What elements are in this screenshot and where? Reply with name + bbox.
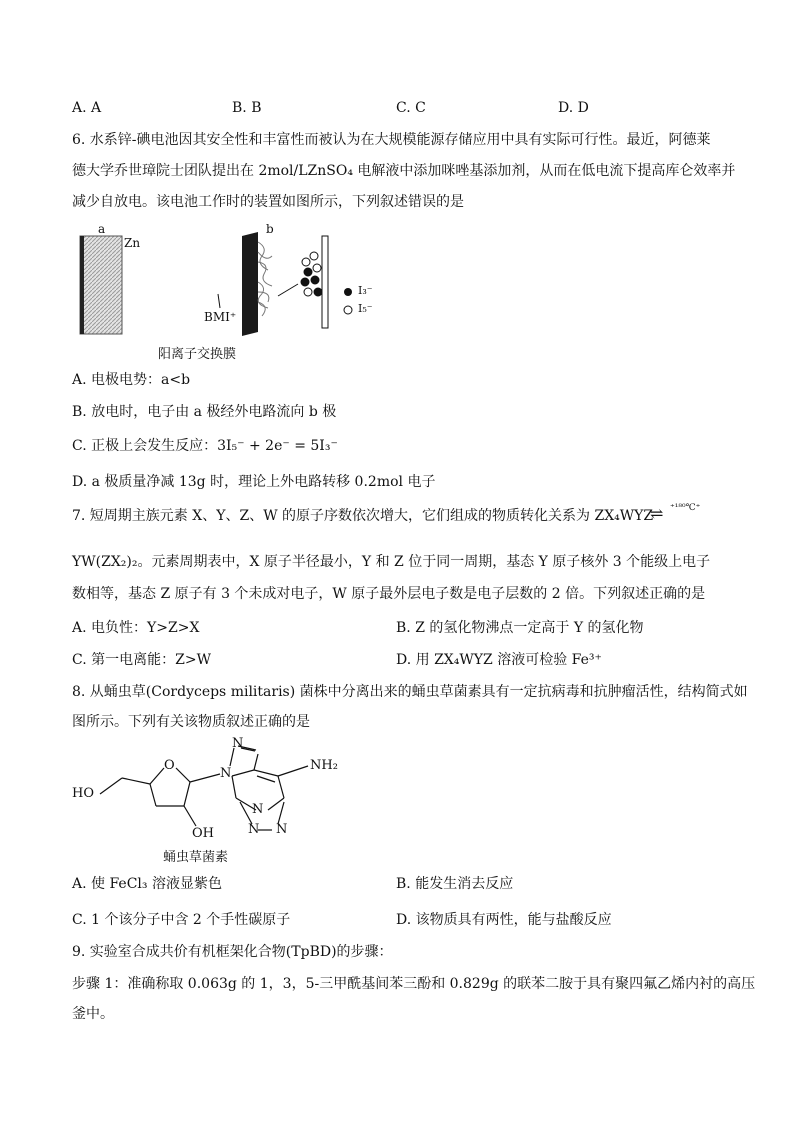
atom-n1: N [248,822,260,837]
atom-o: O [164,758,175,773]
q5-option-c: C. C [396,100,426,116]
q8-stem-line-2: 图所示。下列有关该物质叙述正确的是 [72,714,310,730]
q6-option-c: C. 正极上会发生反应：3I₅⁻ + 2e⁻ = 5I₃⁻ [72,438,338,454]
q7-arrow-note: ⁺¹⁸⁰℃⁺ [670,503,701,513]
group-oh: OH [192,826,214,841]
atom-n7: N [232,736,244,751]
q7-reaction-arrow: ⇌ [650,504,664,523]
q9-step1-line-2: 釜中。 [72,1006,114,1022]
atom-n3: N [252,802,264,817]
q8-option-d: D. 该物质具有两性，能与盐酸反应 [396,912,612,928]
q7-stem-line-1: 7. 短周期主族元素 X、Y、Z、W 的原子序数依次增大，它们组成的物质转化关系为 ZX₄WYZ [72,508,654,524]
q7-stem-line-3: 数相等，基态 Z 原子有 3 个未成对电子，W 原子最外层电子数是电子层数的 2 倍。下列叙述正确的是 [72,586,706,602]
cordycepin-structure [72,738,372,848]
q7-option-d: D. 用 ZX₄WYZ 溶液可检验 Fe³⁺ [396,652,602,668]
q7-option-b: B. Z 的氢化物沸点一定高于 Y 的氢化物 [396,620,644,636]
q9-step1-line-1: 步骤 1：准确称取 0.063g 的 1，3，5-三甲酰基间苯三酚和 0.829g 的联苯二胺于具有聚四氟乙烯内衬的高压 [72,976,756,992]
label-a: a [98,222,106,236]
q5-option-a: A. A [72,100,102,116]
q6-stem-line-3: 减少自放电。该电池工作时的装置如图所示，下列叙述错误的是 [72,194,464,210]
q6-figure-caption: 阳离子交换膜 [158,347,237,362]
q6-stem-line-2: 德大学乔世璋院士团队提出在 2mol/LZnSO₄ 电解液中添加咪唑基添加剂，从而在低电流下提高库仑效率并 [72,163,736,179]
legend-i5: I₅⁻ [358,302,373,315]
q6-option-b: B. 放电时，电子由 a 极经外电路流向 b 极 [72,404,337,420]
q6-option-a: A. 电极电势：a<b [72,372,191,388]
zn-electrode [80,236,122,334]
battery-figure [72,222,372,362]
group-nh2: NH₂ [310,758,338,773]
legend-i3: I₃⁻ [358,284,373,297]
q6-option-d: D. a 极质量净减 13g 时，理论上外电路转移 0.2mol 电子 [72,474,436,490]
q8-figure-caption: 蛹虫草菌素 [163,850,229,865]
atom-n-lower: N [276,822,288,837]
q8-option-b: B. 能发生消去反应 [396,876,514,892]
label-bmi: BMI⁺ [204,310,237,324]
label-zn: Zn [124,236,141,250]
label-b: b [266,222,274,236]
q7-stem-line-2: YW(ZX₂)₂。元素周期表中，X 原子半径最小，Y 和 Z 位于同一周期，基态 Y 原子核外 3 个能级上电子 [72,554,711,570]
structure-diagram [72,738,372,848]
q8-option-a: A. 使 FeCl₃ 溶液显紫色 [72,876,222,892]
membrane-bar [322,236,328,328]
q8-stem-line-1: 8. 从蛹虫草(Cordyceps militaris) 菌株中分离出来的蛹虫草菌素具有一定抗病毒和抗肿瘤活性，结构简式如 [72,684,748,700]
q5-option-d: D. D [558,100,589,116]
q6-stem-line-1: 6. 水系锌-碘电池因其安全性和丰富性而被认为在大规模能源存储应用中具有实际可行性。最近，阿德莱 [72,132,711,148]
b-electrode [242,232,258,336]
q7-option-c: C. 第一电离能：Z>W [72,652,211,668]
q8-option-c: C. 1 个该分子中含 2 个手性碳原子 [72,912,291,928]
q7-option-a: A. 电负性：Y>Z>X [72,620,200,636]
q5-option-b: B. B [232,100,262,116]
battery-diagram [72,222,372,362]
group-ho: HO [72,786,94,801]
q9-stem-line-1: 9. 实验室合成共价有机框架化合物(TpBD)的步骤： [72,944,393,960]
atom-n9: N [220,766,232,781]
